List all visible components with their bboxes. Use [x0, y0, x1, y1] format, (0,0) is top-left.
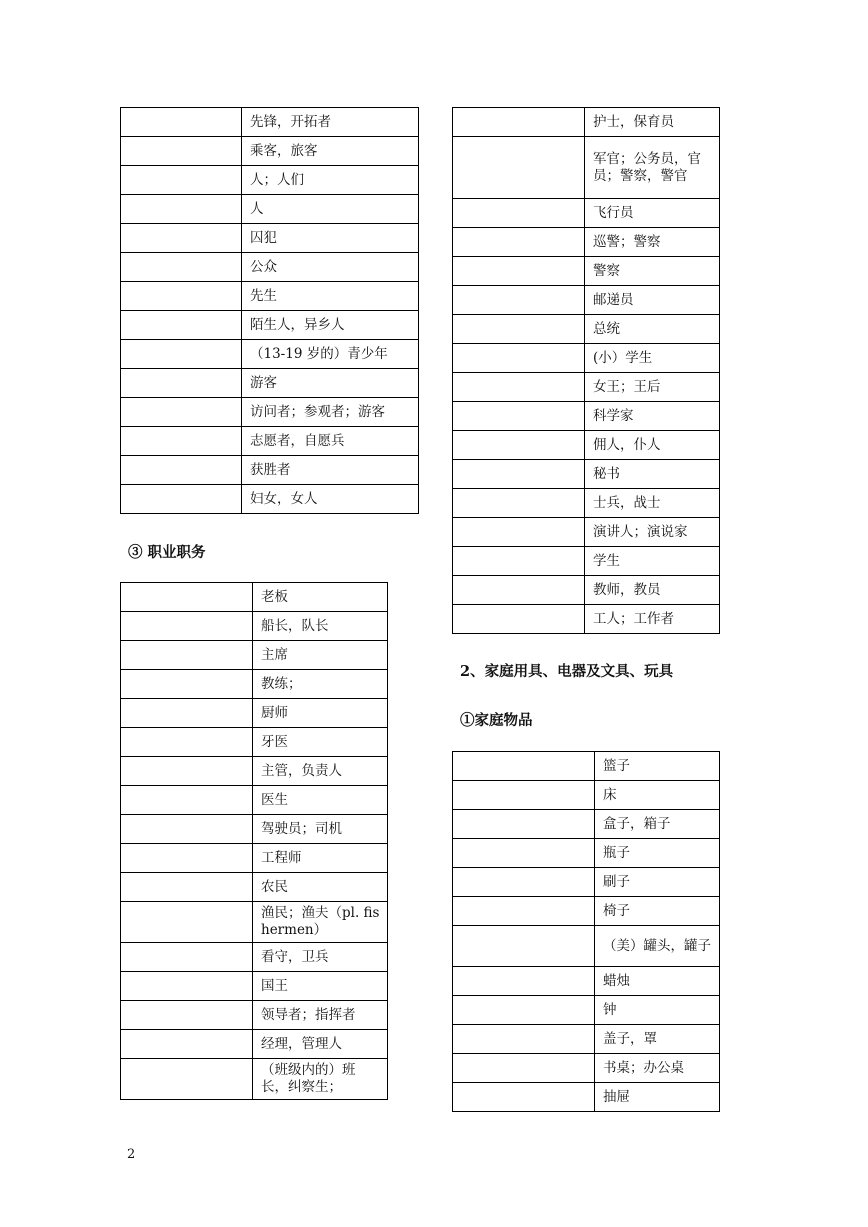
english-cell [121, 583, 253, 612]
english-cell [121, 844, 253, 873]
meaning-cell: 老板 [253, 583, 388, 612]
english-cell [121, 311, 242, 340]
table-row [453, 518, 720, 547]
table-row [121, 253, 419, 282]
meaning-cell: 警察 [585, 257, 720, 286]
table-row [121, 583, 388, 612]
english-cell [121, 456, 242, 485]
table-row [453, 576, 720, 605]
meaning-cell: （班级内的）班长，纠察生； [253, 1059, 388, 1100]
table-row [121, 1030, 388, 1059]
meaning-cell: 厨师 [253, 699, 388, 728]
meaning-cell: 瓶子 [595, 839, 720, 868]
english-cell [453, 286, 585, 315]
english-cell [121, 369, 242, 398]
table-row [121, 427, 419, 456]
table-row [453, 839, 720, 868]
english-cell [453, 344, 585, 373]
meaning-cell: 邮递员 [585, 286, 720, 315]
table-row [121, 456, 419, 485]
meaning-cell: 农民 [253, 873, 388, 902]
english-cell [453, 576, 585, 605]
english-cell [453, 489, 585, 518]
english-cell [453, 257, 585, 286]
meaning-cell: 囚犯 [242, 224, 419, 253]
meaning-cell: 经理，管理人 [253, 1030, 388, 1059]
table-row [121, 398, 419, 427]
english-cell [121, 815, 253, 844]
table-row [121, 166, 419, 195]
meaning-cell: 飞行员 [585, 199, 720, 228]
meaning-cell: 巡警；警察 [585, 228, 720, 257]
meaning-cell: 人 [242, 195, 419, 224]
meaning-cell: 主管，负责人 [253, 757, 388, 786]
table-row [121, 369, 419, 398]
english-cell [453, 605, 585, 634]
table-row [453, 967, 720, 996]
meaning-cell: 书桌；办公桌 [595, 1054, 720, 1083]
meaning-cell: 秘书 [585, 460, 720, 489]
table-row [453, 810, 720, 839]
english-cell [121, 1001, 253, 1030]
meaning-cell: 总统 [585, 315, 720, 344]
meaning-cell: 公众 [242, 253, 419, 282]
table-row [453, 286, 720, 315]
meaning-cell: 访问者；参观者；游客 [242, 398, 419, 427]
meaning-cell: （13-19 岁的）青少年 [242, 340, 419, 369]
english-cell [121, 670, 253, 699]
english-cell [453, 547, 585, 576]
table-row [453, 868, 720, 897]
meaning-cell: 渔民；渔夫（pl. fishermen） [253, 902, 388, 943]
meaning-cell: 获胜者 [242, 456, 419, 485]
table-row [453, 228, 720, 257]
english-cell [121, 1059, 253, 1100]
english-cell [121, 398, 242, 427]
english-cell [121, 108, 242, 137]
subsection-heading-household-items: ①家庭物品 [460, 712, 533, 729]
english-cell [121, 786, 253, 815]
english-cell [453, 839, 595, 868]
meaning-cell: 抽屉 [595, 1083, 720, 1112]
english-cell [453, 752, 595, 781]
table-row [453, 996, 720, 1025]
table-row [453, 752, 720, 781]
english-cell [453, 967, 595, 996]
meaning-cell: 游客 [242, 369, 419, 398]
meaning-cell: 刷子 [595, 868, 720, 897]
table-row [453, 315, 720, 344]
meaning-cell: 蜡烛 [595, 967, 720, 996]
table-row [453, 344, 720, 373]
english-cell [453, 518, 585, 547]
table-row [121, 195, 419, 224]
meaning-cell: 领导者；指挥者 [253, 1001, 388, 1030]
meaning-cell: 主席 [253, 641, 388, 670]
english-cell [121, 757, 253, 786]
people-vocab-table [120, 107, 419, 514]
table-row [121, 757, 388, 786]
table-row [453, 605, 720, 634]
table-row [121, 1001, 388, 1030]
english-cell [121, 427, 242, 456]
table-row [121, 224, 419, 253]
english-cell [121, 902, 253, 943]
english-cell [453, 402, 585, 431]
table-row [453, 402, 720, 431]
english-cell [453, 926, 595, 967]
english-cell [121, 641, 253, 670]
english-cell [453, 1025, 595, 1054]
table-row [453, 460, 720, 489]
english-cell [121, 612, 253, 641]
table-row [121, 873, 388, 902]
table-row [453, 257, 720, 286]
meaning-cell: 科学家 [585, 402, 720, 431]
english-cell [453, 897, 595, 926]
english-cell [453, 431, 585, 460]
meaning-cell: 妇女，女人 [242, 485, 419, 514]
household-items-table [452, 751, 720, 1112]
table-row [453, 199, 720, 228]
occupations-continued-table [452, 107, 720, 634]
english-cell [121, 282, 242, 311]
english-cell [453, 199, 585, 228]
meaning-cell: 志愿者，自愿兵 [242, 427, 419, 456]
table-row [121, 943, 388, 972]
meaning-cell: 船长，队长 [253, 612, 388, 641]
english-cell [121, 728, 253, 757]
english-cell [121, 699, 253, 728]
meaning-cell: 工人；工作者 [585, 605, 720, 634]
table-row [453, 1083, 720, 1112]
english-cell [121, 195, 242, 224]
english-cell [121, 943, 253, 972]
table-row [121, 902, 388, 943]
table-row [453, 137, 720, 199]
table-row [121, 485, 419, 514]
english-cell [121, 224, 242, 253]
english-cell [453, 810, 595, 839]
english-cell [453, 1054, 595, 1083]
english-cell [121, 873, 253, 902]
table-row [453, 781, 720, 810]
table-row [121, 612, 388, 641]
meaning-cell: (小）学生 [585, 344, 720, 373]
meaning-cell: （美）罐头，罐子 [595, 926, 720, 967]
english-cell [121, 1030, 253, 1059]
english-cell [453, 228, 585, 257]
occupations-vocab-table [120, 582, 388, 1100]
table-row [453, 108, 720, 137]
english-cell [453, 315, 585, 344]
meaning-cell: 教师，教员 [585, 576, 720, 605]
page-number: 2 [127, 1147, 136, 1162]
english-cell [121, 253, 242, 282]
table-row [121, 340, 419, 369]
english-cell [121, 485, 242, 514]
table-row [453, 1025, 720, 1054]
meaning-cell: 盖子，罩 [595, 1025, 720, 1054]
english-cell [453, 373, 585, 402]
english-cell [453, 137, 585, 199]
table-row [121, 1059, 388, 1100]
meaning-cell: 护士，保育员 [585, 108, 720, 137]
meaning-cell: 国王 [253, 972, 388, 1001]
table-row [121, 137, 419, 166]
table-row [121, 699, 388, 728]
english-cell [453, 1083, 595, 1112]
table-row [121, 786, 388, 815]
english-cell [121, 972, 253, 1001]
meaning-cell: 教练； [253, 670, 388, 699]
english-cell [453, 868, 595, 897]
meaning-cell: 陌生人，异乡人 [242, 311, 419, 340]
english-cell [121, 166, 242, 195]
english-cell [453, 781, 595, 810]
meaning-cell: 佣人，仆人 [585, 431, 720, 460]
table-row [453, 547, 720, 576]
meaning-cell: 钟 [595, 996, 720, 1025]
table-row [453, 897, 720, 926]
meaning-cell: 床 [595, 781, 720, 810]
table-row [121, 815, 388, 844]
meaning-cell: 盒子，箱子 [595, 810, 720, 839]
table-row [121, 282, 419, 311]
table-row [453, 489, 720, 518]
section-heading-occupations: ③ 职业职务 [128, 544, 206, 561]
meaning-cell: 篮子 [595, 752, 720, 781]
section-heading-household: 2、家庭用具、电器及文具、玩具 [460, 663, 674, 680]
table-row [121, 311, 419, 340]
meaning-cell: 人；人们 [242, 166, 419, 195]
table-row [453, 1054, 720, 1083]
table-row [453, 431, 720, 460]
table-row [121, 728, 388, 757]
table-row [453, 926, 720, 967]
table-row [121, 108, 419, 137]
english-cell [453, 460, 585, 489]
english-cell [453, 108, 585, 137]
table-row [121, 670, 388, 699]
english-cell [121, 137, 242, 166]
table-row [121, 972, 388, 1001]
meaning-cell: 工程师 [253, 844, 388, 873]
meaning-cell: 椅子 [595, 897, 720, 926]
meaning-cell: 先生 [242, 282, 419, 311]
meaning-cell: 演讲人；演说家 [585, 518, 720, 547]
table-row [121, 844, 388, 873]
meaning-cell: 乘客，旅客 [242, 137, 419, 166]
meaning-cell: 牙医 [253, 728, 388, 757]
table-row [453, 373, 720, 402]
meaning-cell: 先锋，开拓者 [242, 108, 419, 137]
meaning-cell: 士兵，战士 [585, 489, 720, 518]
english-cell [453, 996, 595, 1025]
english-cell [121, 340, 242, 369]
table-row [121, 641, 388, 670]
meaning-cell: 学生 [585, 547, 720, 576]
meaning-cell: 女王；王后 [585, 373, 720, 402]
meaning-cell: 医生 [253, 786, 388, 815]
meaning-cell: 驾驶员；司机 [253, 815, 388, 844]
meaning-cell: 看守，卫兵 [253, 943, 388, 972]
meaning-cell: 军官；公务员，官员；警察，警官 [585, 137, 720, 199]
